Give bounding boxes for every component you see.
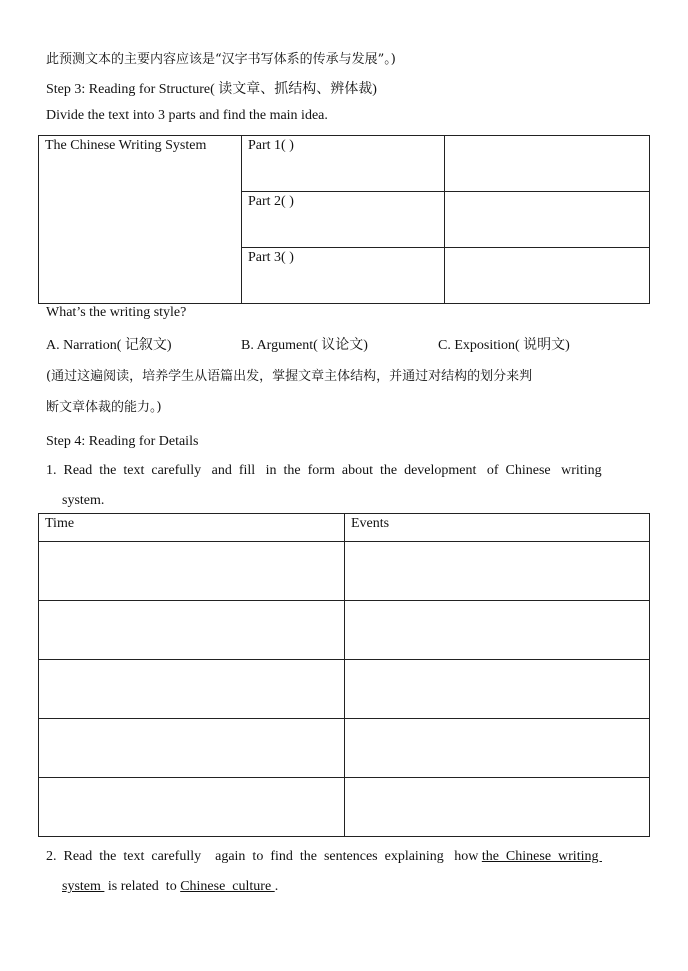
time-cell[interactable]: [39, 778, 345, 837]
style-options: [46, 334, 646, 354]
task1-line1: 1. Read the text carefully and fill in the form about the development of Chinese writing: [46, 463, 602, 478]
step4-title: Step 4: Reading for Details: [46, 434, 199, 449]
part-2-cell: Part 2( ): [242, 192, 445, 248]
events-cell[interactable]: [345, 601, 650, 660]
step3-note-line2: 断文章体裁的能力。): [46, 400, 162, 415]
events-cell[interactable]: [345, 719, 650, 778]
part-1-idea-cell[interactable]: [445, 136, 650, 192]
events-cell[interactable]: [345, 778, 650, 837]
events-cell[interactable]: [345, 660, 650, 719]
part-3-cell: Part 3( ): [242, 248, 445, 304]
step3-note-line1: (通过这遍阅读，培养学生从语篇出发，掌握文章主体结构，并通过对结构的划分来判: [46, 369, 533, 384]
events-cell[interactable]: [345, 542, 650, 601]
time-cell[interactable]: [39, 719, 345, 778]
part-2-idea-cell[interactable]: [445, 192, 650, 248]
task1-line2: system.: [62, 493, 105, 508]
option-argument[interactable]: B. Argument( 议论文): [241, 338, 368, 353]
task2-line1: [46, 849, 602, 865]
task2-line2: [62, 879, 278, 895]
part-3-idea-cell[interactable]: [445, 248, 650, 304]
writing-style-question: What’s the writing style?: [46, 305, 187, 320]
time-cell[interactable]: [39, 660, 345, 719]
time-cell[interactable]: [39, 542, 345, 601]
system-link: system: [62, 879, 105, 894]
time-header: Time: [39, 514, 345, 542]
task2-mid-text: is related to: [104, 879, 181, 894]
intro-note: 此预测文本的主要内容应该是“汉字书写体系的传承与发展”。): [46, 52, 396, 67]
step3-title: Step 3: Reading for Structure( 读文章、抓结构、辨体裁): [46, 82, 377, 97]
task2-text: 2. Read the text carefully again to find the sentences explaining how: [46, 849, 482, 864]
time-cell[interactable]: [39, 601, 345, 660]
task2-end: .: [274, 879, 279, 894]
option-exposition[interactable]: C. Exposition( 说明文): [438, 338, 570, 353]
option-narration[interactable]: A. Narration( 记叙文): [46, 338, 172, 353]
step3-instruction: Divide the text into 3 parts and find the main idea.: [46, 108, 328, 123]
structure-table-left-label: The Chinese Writing System: [39, 136, 242, 304]
development-table: [38, 513, 650, 837]
chinese-writing-link: the Chinese writing: [481, 849, 602, 864]
structure-table: [38, 135, 650, 304]
chinese-culture-link: Chinese culture: [180, 879, 275, 894]
events-header: Events: [345, 514, 650, 542]
part-1-cell: Part 1( ): [242, 136, 445, 192]
